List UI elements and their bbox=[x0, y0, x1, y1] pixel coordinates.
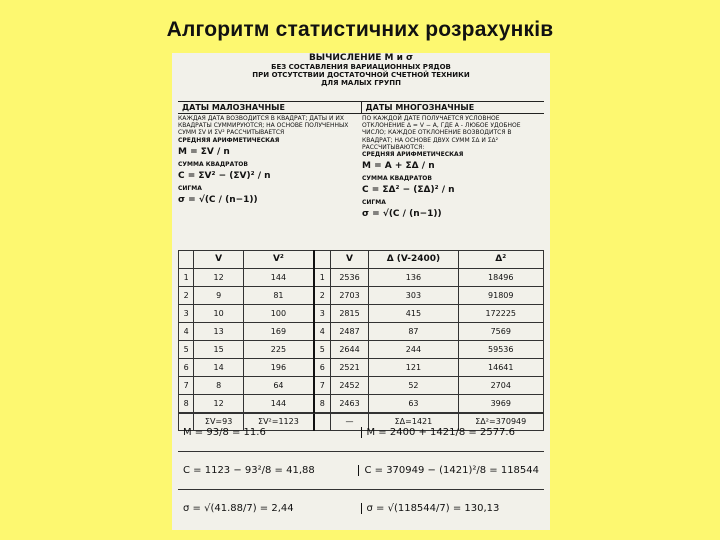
table-row bbox=[179, 269, 544, 287]
table-row bbox=[179, 359, 544, 377]
sigma-formula: σ = √(C / (n−1)) bbox=[178, 194, 258, 205]
table-header: V bbox=[194, 251, 243, 269]
table-cell: 196 bbox=[243, 359, 314, 377]
table-cell: 3 bbox=[179, 305, 194, 323]
table-row bbox=[179, 377, 544, 395]
table-cell: 4 bbox=[179, 323, 194, 341]
table-header bbox=[179, 251, 194, 269]
table-cell: 144 bbox=[243, 269, 314, 287]
table-cell: 91809 bbox=[458, 287, 544, 305]
method-description: КАЖДАЯ ДАТА ВОЗВОДИТСЯ В КВАДРАТ; ДАТЫ И ИХ КВАДРАТЫ СУММИРУЮТСЯ; НА ОСНОВЕ ПОЛУЧЕННЫХ СУММ ΣV И ΣV² РАССЧИТЫВАЕТСЯ bbox=[178, 115, 349, 137]
table-cell: 81 bbox=[243, 287, 314, 305]
formula-caption: СРЕДНЯЯ АРИФМЕТИЧЕСКАЯ bbox=[362, 150, 464, 158]
table-cell: 225 bbox=[243, 341, 314, 359]
table-cell: 2487 bbox=[330, 323, 369, 341]
table-cell: ΣV=93 bbox=[194, 413, 243, 431]
table-header-row bbox=[179, 251, 544, 269]
formula-caption: СИГМА bbox=[178, 184, 202, 192]
table-cell: 2703 bbox=[330, 287, 369, 305]
table-cell: 136 bbox=[369, 269, 458, 287]
table-cell: 4 bbox=[314, 323, 330, 341]
table-cell: 1 bbox=[179, 269, 194, 287]
left-method-text bbox=[178, 115, 356, 209]
left-result: M = 93/8 = 11.6 bbox=[183, 426, 266, 438]
table-cell: 6 bbox=[314, 359, 330, 377]
table-cell: 2704 bbox=[458, 377, 544, 395]
table-cell: 2452 bbox=[330, 377, 369, 395]
table-cell: 5 bbox=[179, 341, 194, 359]
table-cell: 64 bbox=[243, 377, 314, 395]
right-column-heading: ДАТЫ МНОГОЗНАЧНЫЕ bbox=[361, 102, 545, 113]
table-cell: 172225 bbox=[458, 305, 544, 323]
table-cell: 121 bbox=[369, 359, 458, 377]
table-header: V bbox=[330, 251, 369, 269]
table-cell: 7 bbox=[314, 377, 330, 395]
table-cell: 3 bbox=[314, 305, 330, 323]
header-line: ДЛЯ МАЛЫХ ГРУПП bbox=[321, 79, 401, 88]
table-header: V² bbox=[243, 251, 314, 269]
right-method-text bbox=[362, 115, 540, 223]
table-cell: 2536 bbox=[330, 269, 369, 287]
table-cell: 5 bbox=[314, 341, 330, 359]
formula-caption: СУММА КВАДРАТОВ bbox=[362, 174, 432, 182]
table-cell: 303 bbox=[369, 287, 458, 305]
table-cell: 2521 bbox=[330, 359, 369, 377]
table-cell: 2 bbox=[179, 287, 194, 305]
left-result: σ = √(41.88/7) = 2,44 bbox=[183, 502, 294, 514]
table-cell: 15 bbox=[194, 341, 243, 359]
table-cell: 12 bbox=[194, 269, 243, 287]
table-cell: 52 bbox=[369, 377, 458, 395]
table-cell: 12 bbox=[194, 395, 243, 413]
table-cell: 2 bbox=[314, 287, 330, 305]
table-cell: ΣΔ=1421 bbox=[369, 413, 458, 431]
table-cell: 169 bbox=[243, 323, 314, 341]
table-cell: 14 bbox=[194, 359, 243, 377]
sum-squares-formula: C = ΣV² − (ΣV)² / n bbox=[178, 170, 271, 181]
table-cell: 8 bbox=[179, 395, 194, 413]
slide-title: Алгоритм статистичних розрахунків bbox=[166, 18, 554, 41]
scanned-document bbox=[172, 53, 550, 530]
left-result: C = 1123 − 93²/8 = 41,88 bbox=[183, 464, 315, 476]
formula-caption: СУММА КВАДРАТОВ bbox=[178, 160, 248, 168]
table-cell: ΣΔ²=370949 bbox=[458, 413, 544, 431]
sigma-formula: σ = √(C / (n−1)) bbox=[362, 209, 442, 220]
table-cell: 2815 bbox=[330, 305, 369, 323]
table-row bbox=[179, 395, 544, 413]
results-row bbox=[178, 489, 544, 527]
left-column-heading: ДАТЫ МАЛОЗНАЧНЫЕ bbox=[182, 103, 285, 112]
table-cell: 244 bbox=[369, 341, 458, 359]
right-result: M = 2400 + 1421/8 = 2577.6 bbox=[361, 427, 545, 439]
method-description: ПО КАЖДОЙ ДАТЕ ПОЛУЧАЕТСЯ УСЛОВНОЕ ОТКЛОНЕНИЕ Δ = V − A, ГДЕ A - ЛЮБОЕ УДОБНОЕ ЧИСЛО; КАЖДОЕ ОТКЛОНЕНИЕ ВОЗВОДИТСЯ В КВАДРАТ; НА ОСНОВЕ ДВУХ СУММ ΣΔ И ΣΔ² РАССЧИТЫВАЮТСЯ: bbox=[362, 115, 521, 151]
mean-formula: M = ΣV / n bbox=[178, 146, 230, 157]
table-cell: — bbox=[330, 413, 369, 431]
column-headings bbox=[178, 101, 544, 114]
table-row bbox=[179, 305, 544, 323]
table-cell: 87 bbox=[369, 323, 458, 341]
sum-squares-formula: C = ΣΔ² − (ΣΔ)² / n bbox=[362, 185, 455, 196]
table-cell: 10 bbox=[194, 305, 243, 323]
table-row bbox=[179, 323, 544, 341]
table-cell: 6 bbox=[179, 359, 194, 377]
table-cell: 18496 bbox=[458, 269, 544, 287]
table-header bbox=[314, 251, 330, 269]
table-cell: 415 bbox=[369, 305, 458, 323]
table-cell: 100 bbox=[243, 305, 314, 323]
header-line: ВЫЧИСЛЕНИЕ M и σ bbox=[308, 53, 414, 63]
table-header: Δ² bbox=[458, 251, 544, 269]
table-cell: 2644 bbox=[330, 341, 369, 359]
document-header bbox=[172, 53, 550, 87]
results-row bbox=[178, 451, 544, 489]
table-cell: 14641 bbox=[458, 359, 544, 377]
mean-formula: M = A + ΣΔ / n bbox=[362, 161, 435, 172]
header-line: БЕЗ СОСТАВЛЕНИЯ ВАРИАЦИОННЫХ РЯДОВ bbox=[271, 63, 451, 72]
table-cell: 144 bbox=[243, 395, 314, 413]
table-cell: ΣV²=1123 bbox=[243, 413, 314, 431]
table-cell: 13 bbox=[194, 323, 243, 341]
table-row bbox=[179, 341, 544, 359]
right-result: σ = √(118544/7) = 130,13 bbox=[361, 503, 545, 515]
table-cell: 7 bbox=[179, 377, 194, 395]
table-header: Δ (V-2400) bbox=[369, 251, 458, 269]
header-line: ПРИ ОТСУТСТВИИ ДОСТАТОЧНОЙ СЧЕТНОЙ ТЕХНИКИ bbox=[252, 71, 470, 80]
data-table bbox=[178, 250, 544, 431]
formula-caption: СРЕДНЯЯ АРИФМЕТИЧЕСКАЯ bbox=[178, 136, 280, 144]
table-row bbox=[179, 287, 544, 305]
table-cell: 1 bbox=[314, 269, 330, 287]
results-row bbox=[178, 413, 544, 451]
formula-caption: СИГМА bbox=[362, 198, 386, 206]
table-cell: 9 bbox=[194, 287, 243, 305]
table-cell: 63 bbox=[369, 395, 458, 413]
table-cell: 3969 bbox=[458, 395, 544, 413]
table-cell: 8 bbox=[314, 395, 330, 413]
right-result: C = 370949 − (1421)²/8 = 118544 bbox=[358, 465, 544, 477]
table-cell: 59536 bbox=[458, 341, 544, 359]
table-cell: 7569 bbox=[458, 323, 544, 341]
results-block bbox=[178, 413, 544, 525]
table-cell: 2463 bbox=[330, 395, 369, 413]
table-cell: 8 bbox=[194, 377, 243, 395]
